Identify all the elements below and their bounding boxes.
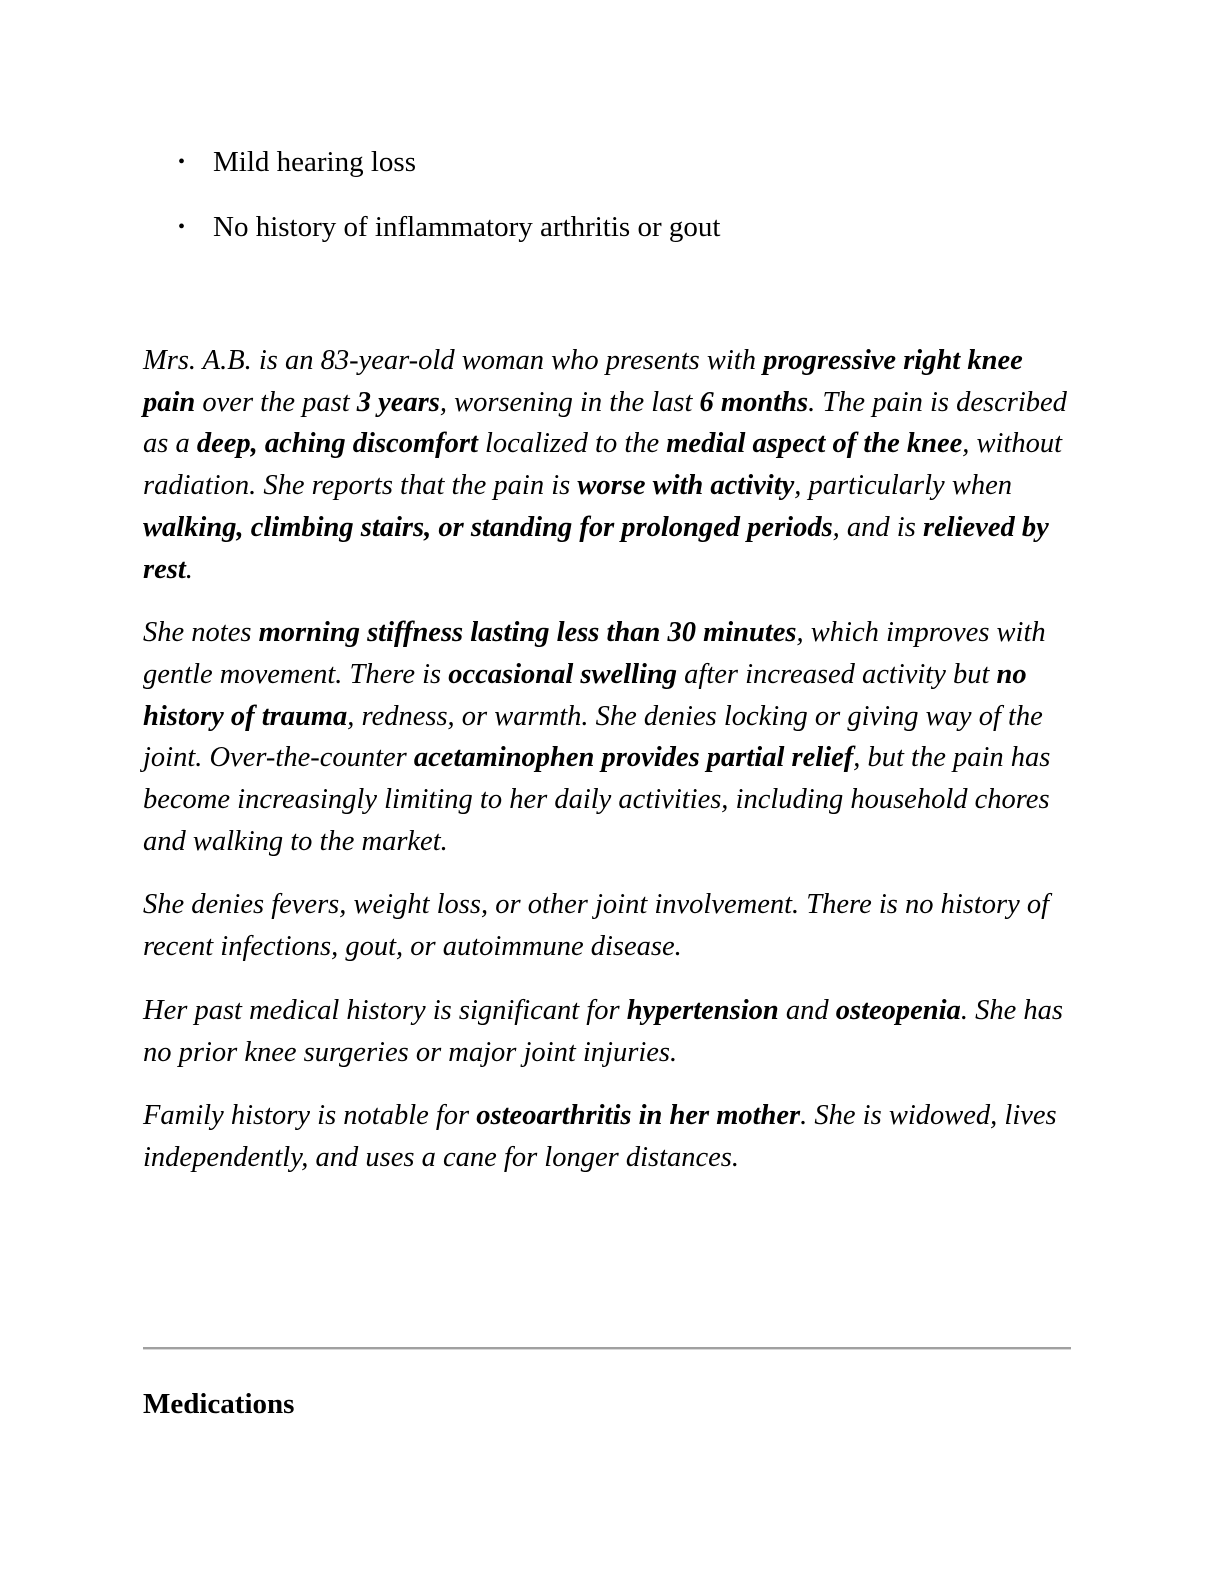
narrative-paragraph <box>143 340 1078 590</box>
bullet-text: Mild hearing loss <box>213 146 416 178</box>
body-text: She notes <box>143 617 259 649</box>
emphasis-text: morning stiffness lasting less than 30 minutes <box>258 617 797 649</box>
narrative-paragraph <box>143 990 1078 1073</box>
horizontal-divider <box>143 1347 1071 1350</box>
body-text: , which improves with gentle movement. There is <box>143 617 1046 690</box>
emphasis-text: walking, climbing stairs, or standing for prolonged periods <box>143 511 833 543</box>
emphasis-text: progressive right knee pain <box>143 345 1023 418</box>
history-narrative <box>143 340 1078 1201</box>
narrative-paragraph <box>143 1095 1078 1178</box>
history-bullet-list <box>175 143 720 273</box>
body-text: Her past medical history is significant for <box>143 994 627 1026</box>
emphasis-text: medial aspect of the knee <box>666 428 963 460</box>
body-text: after increased activity but <box>677 658 997 690</box>
bullet-dot-icon: • <box>178 151 186 173</box>
bullet-text: No history of inflammatory arthritis or gout <box>213 211 721 243</box>
emphasis-text: hypertension <box>626 994 779 1026</box>
bullet-dot-icon: • <box>178 216 186 238</box>
medications-heading: Medications <box>143 1388 295 1420</box>
emphasis-text: 6 months <box>699 386 809 418</box>
emphasis-text: acetaminophen provides partial relief <box>413 742 854 774</box>
narrative-paragraph <box>143 884 1078 967</box>
emphasis-text: relieved by rest <box>143 511 1049 585</box>
body-text: , but the pain has become increasingly limiting to her daily activities, including household chores and walking to the market. <box>143 742 1051 857</box>
body-text: , particularly when <box>794 470 1012 502</box>
body-text: . <box>185 553 193 585</box>
emphasis-text: osteopenia <box>835 994 961 1026</box>
body-text: , worsening in the last <box>439 386 700 418</box>
body-text: , and is <box>832 511 923 543</box>
body-text: . She has no prior knee surgeries or major joint injuries. <box>143 994 1063 1068</box>
body-text: Mrs. A.B. is an 83-year-old woman who presents with <box>143 345 764 376</box>
body-text: . She is widowed, lives independently, and uses a cane for longer distances. <box>143 1100 1057 1173</box>
body-text: and <box>778 994 836 1026</box>
emphasis-text: no history of trauma <box>143 658 1027 732</box>
body-text: Family history is notable for <box>143 1100 477 1132</box>
emphasis-text: occasional swelling <box>448 658 678 690</box>
bullet-item <box>175 208 720 246</box>
emphasis-text: worse with activity <box>577 470 795 502</box>
body-text: , redness, or warmth. She denies locking or giving way of the joint. Over-the-counter <box>143 700 1043 774</box>
body-text: She denies fevers, weight loss, or other joint involvement. There is no history of recent infections, gout, or autoimmune disease. <box>143 889 1050 963</box>
bullet-item <box>175 143 720 181</box>
body-text: localized to the <box>477 428 667 460</box>
body-text: . The pain is described as a <box>143 386 1067 460</box>
body-text: over the past <box>195 386 357 418</box>
body-text: , without radiation. She reports that the pain is <box>143 428 1063 502</box>
emphasis-text: osteoarthritis in her mother <box>476 1100 801 1132</box>
emphasis-text: deep, aching discomfort <box>196 428 478 460</box>
emphasis-text: 3 years <box>356 386 440 418</box>
narrative-paragraph <box>143 612 1078 862</box>
